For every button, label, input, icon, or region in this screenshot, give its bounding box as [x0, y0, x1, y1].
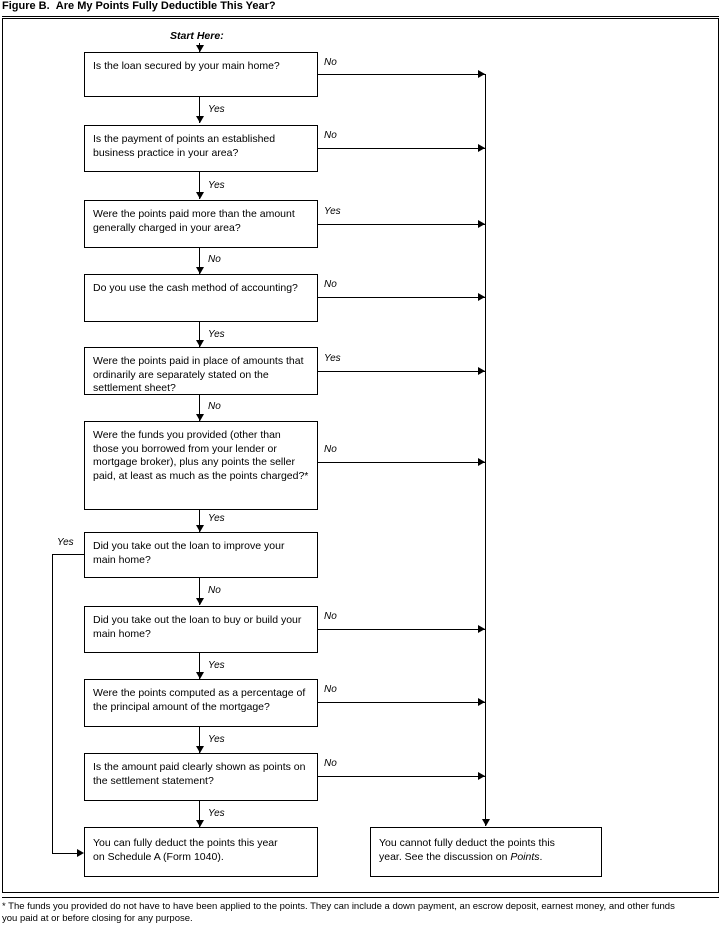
- start-here-label: Start Here:: [170, 30, 224, 42]
- q3-no-arrow: [196, 267, 204, 274]
- node-q8: [84, 606, 318, 653]
- node-q9-text: Were the points computed as a percentage of the principal amount of the mortgage?: [93, 687, 306, 713]
- q5-no-arrow: [196, 414, 204, 421]
- edge-label-q6-yes: Yes: [208, 513, 225, 524]
- q7-no-arrow: [196, 598, 204, 605]
- edge-label-q2-yes: Yes: [208, 180, 225, 191]
- start-connector-arrow: [196, 45, 204, 52]
- q6-yes-arrow: [196, 525, 204, 532]
- q2-no-line: [318, 148, 485, 149]
- q7-yes-rail: [52, 554, 53, 853]
- q5-yes-arrow: [478, 367, 485, 375]
- q5-yes-line: [318, 371, 485, 372]
- edge-label-q2-no: No: [324, 130, 337, 141]
- edge-label-q4-no: No: [324, 279, 337, 290]
- edge-label-q10-yes: Yes: [208, 808, 225, 819]
- node-q4: [84, 274, 318, 322]
- node-q10: [84, 753, 318, 801]
- outcome-not-deductible-line2-post: .: [539, 850, 543, 863]
- edge-label-q3-no: No: [208, 254, 221, 265]
- q9-no-arrow: [478, 698, 485, 706]
- figure-title-text: Are My Points Fully Deductible This Year?: [55, 0, 276, 12]
- outcome-deductible: [84, 827, 318, 877]
- q4-yes-arrow: [196, 340, 204, 347]
- figure-title: [2, 0, 719, 16]
- q7-yes-line-bottom: [52, 853, 80, 854]
- q8-no-arrow: [478, 625, 485, 633]
- figure-label: Figure B.: [2, 0, 50, 12]
- no-branch-rail: [485, 74, 486, 826]
- edge-label-q9-yes: Yes: [208, 734, 225, 745]
- q9-no-line: [318, 702, 485, 703]
- q4-no-line: [318, 297, 485, 298]
- footnote: [2, 901, 719, 925]
- node-q6: [84, 421, 318, 510]
- edge-label-q8-yes: Yes: [208, 660, 225, 671]
- edge-label-q9-no: No: [324, 684, 337, 695]
- node-q5-text: Were the points paid in place of amounts that ordinarily are separately stated on the settlement sheet?: [93, 355, 304, 394]
- node-q2: [84, 125, 318, 172]
- edge-label-q7-yes: Yes: [57, 537, 74, 548]
- footnote-line1: * The funds you provided do not have to have been applied to the points. They can include a down payment, an escrow deposit, earnest money, and other funds: [2, 901, 675, 912]
- edge-label-q10-no: No: [324, 758, 337, 769]
- edge-label-q3-yes: Yes: [324, 206, 341, 217]
- q7-yes-line-left: [52, 554, 84, 555]
- q10-yes-arrow: [196, 820, 204, 827]
- outcome-not-deductible-line1: You cannot fully deduct the points this: [379, 837, 555, 849]
- outcome-not-deductible-emphasis: Points: [510, 850, 540, 863]
- q3-yes-line: [318, 224, 485, 225]
- edge-label-q8-no: No: [324, 611, 337, 622]
- outcome-not-deductible: [370, 827, 602, 877]
- footnote-divider: [2, 897, 719, 898]
- edge-label-q5-no: No: [208, 401, 221, 412]
- q10-no-line: [318, 776, 485, 777]
- q4-no-arrow: [478, 293, 485, 301]
- title-divider: [2, 16, 719, 17]
- node-q6-text: Were the funds you provided (other than those you borrowed from your lender or mortgage broker), plus any points the seller paid, at least as much as the points charged?*: [93, 429, 309, 482]
- footnote-line2: you paid at or before closing for any purpose.: [2, 913, 193, 924]
- node-q10-text: Is the amount paid clearly shown as points on the settlement statement?: [93, 761, 306, 787]
- outcome-not-deductible-line2: [379, 851, 593, 865]
- q8-no-line: [318, 629, 485, 630]
- q1-no-line: [318, 74, 485, 75]
- outcome-not-deductible-line2-pre: year. See the discussion on: [379, 850, 511, 863]
- node-q7: [84, 532, 318, 578]
- q9-yes-arrow: [196, 746, 204, 753]
- q1-no-arrow: [478, 70, 485, 78]
- no-branch-rail-arrow: [482, 819, 490, 826]
- edge-label-q6-no: No: [324, 444, 337, 455]
- node-q9: [84, 679, 318, 727]
- q1-yes-arrow: [196, 116, 204, 123]
- node-q8-text: Did you take out the loan to buy or build your main home?: [93, 614, 302, 640]
- q6-no-arrow: [478, 458, 485, 466]
- q7-yes-arrow: [77, 849, 84, 857]
- outcome-deductible-line1: You can fully deduct the points this year: [93, 837, 278, 849]
- edge-label-q4-yes: Yes: [208, 329, 225, 340]
- node-q1: [84, 52, 318, 97]
- q8-yes-arrow: [196, 672, 204, 679]
- edge-label-q1-no: No: [324, 57, 337, 68]
- edge-label-q7-no: No: [208, 585, 221, 596]
- q6-no-line: [318, 462, 485, 463]
- node-q1-text: Is the loan secured by your main home?: [93, 60, 280, 72]
- q10-no-arrow: [478, 772, 485, 780]
- node-q3-text: Were the points paid more than the amount generally charged in your area?: [93, 208, 295, 234]
- node-q7-text: Did you take out the loan to improve your main home?: [93, 540, 285, 566]
- edge-label-q1-yes: Yes: [208, 104, 225, 115]
- node-q5: [84, 347, 318, 395]
- node-q2-text: Is the payment of points an established business practice in your area?: [93, 133, 276, 159]
- node-q4-text: Do you use the cash method of accounting?: [93, 282, 298, 294]
- q2-yes-arrow: [196, 192, 204, 199]
- q3-yes-arrow: [478, 220, 485, 228]
- outcome-deductible-line2: on Schedule A (Form 1040).: [93, 850, 224, 863]
- q2-no-arrow: [478, 144, 485, 152]
- node-q3: [84, 200, 318, 248]
- edge-label-q5-yes: Yes: [324, 353, 341, 364]
